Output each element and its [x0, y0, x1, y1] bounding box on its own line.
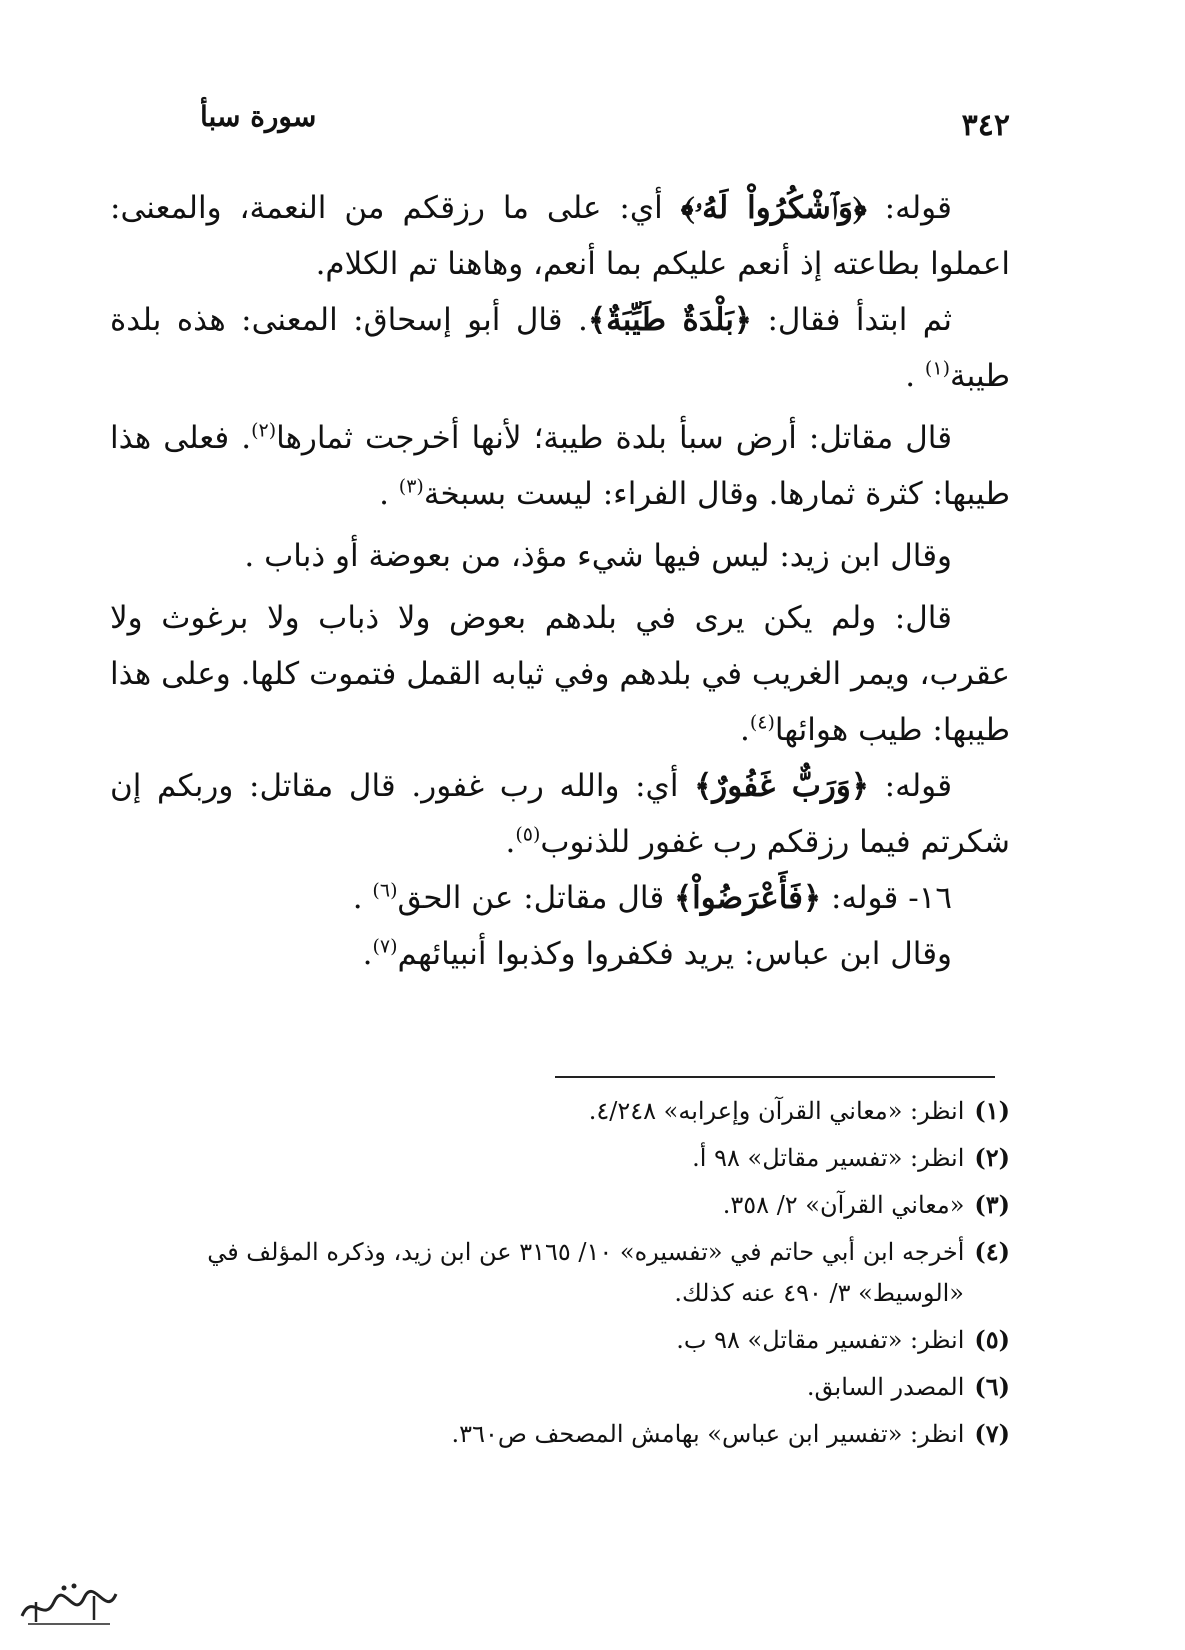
footnote-ref: (٧) — [372, 935, 398, 958]
paragraph-4: وقال ابن زيد: ليس فيها شيء مؤذ، من بعوضة أو ذباب . — [244, 538, 952, 574]
footnote-item: (٢)انظر: «تفسير مقاتل» ٩٨ أ. — [692, 1143, 1010, 1172]
paragraph-5: قال: ولم يكن يرى في بلدهم بعوض ولا ذباب ولا برغوث ولا عقرب، ويمر الغريب في بلدهم وفي ثيابه القمل فتموت كلها. وعلى هذا طيبها: طيب هوائها$^{(٤)}$. — [110, 600, 1010, 748]
page-header — [200, 100, 1010, 150]
quran-quote: ﴿وَٱشْكُرُواْ لَهُۥ﴾ — [680, 190, 867, 226]
footnote-ref: (٦) — [372, 879, 398, 902]
footnote-divider — [555, 1076, 995, 1078]
paragraph-3: قال مقاتل: أرض سبأ بلدة طيبة؛ لأنها أخرجت ثمارها$^{(٢)}$. فعلى هذا طيبها: كثرة ثمارها. وقال الفراء: ليست بسبخة$^{(٣)}$ . — [110, 419, 1010, 512]
footnote-item: (١)انظر: «معاني القرآن وإعرابه» ٤/٢٤٨. — [588, 1096, 1010, 1125]
quran-quote: ﴿فَأَعْرَضُواْ﴾ — [674, 880, 822, 916]
footnote-item: (٥)انظر: «تفسير مقاتل» ٩٨ ب. — [676, 1325, 1010, 1354]
footnote-ref: (٥) — [515, 823, 541, 846]
paragraph-2: ثم ابتدأ فقال: ﴿بَلْدَةٌ طَيِّبَةٌ﴾. قال أبو إسحاق: المعنى: هذه بلدة طيبة$^{(١)}$ . — [110, 302, 1010, 394]
footnote-ref: (١) — [924, 357, 950, 380]
main-text — [110, 180, 1010, 982]
footnote-ref: (٣) — [398, 475, 424, 498]
paragraph-6: قوله: ﴿وَرَبٌّ غَفُورٌ﴾ أي: والله رب غفور. قال مقاتل: وربكم إن شكرتم فيما رزقكم رب غفور للذنوب$^{(٥)}$. — [110, 768, 1010, 860]
publisher-logo-icon — [14, 1572, 124, 1636]
paragraph-8: وقال ابن عباس: يريد فكفروا وكذبوا أنبيائهم$^{(٧)}$. — [362, 935, 952, 972]
page-number: ٣٤٢ — [961, 108, 1010, 143]
footnote-item: (٣)«معاني القرآن» ٢/ ٣٥٨. — [722, 1190, 1010, 1219]
footnote-ref: (٢) — [251, 419, 277, 442]
footnotes — [110, 1090, 1010, 1460]
quran-quote: ﴿بَلْدَةٌ طَيِّبَةٌ﴾ — [587, 302, 753, 338]
quran-quote: ﴿وَرَبٌّ غَفُورٌ﴾ — [694, 768, 870, 804]
footnote-item: (٤)أخرجه ابن أبي حاتم في «تفسيره» ١٠/ ٣١٦٥ عن ابن زيد، وذكره المؤلف في «الوسيط» ٣/ ٤٩٠ عنه كذلك. — [207, 1237, 1010, 1307]
footnote-item: (٦)المصدر السابق. — [806, 1372, 1010, 1401]
footnote-item: (٧)انظر: «تفسير ابن عباس» بهامش المصحف ص٣٦٠. — [451, 1419, 1010, 1448]
paragraph-7: ١٦- قوله: ﴿فَأَعْرَضُواْ﴾ قال مقاتل: عن الحق$^{(٦)}$ . — [352, 879, 952, 916]
surah-title: سورة سبأ — [200, 100, 317, 133]
footnote-ref: (٤) — [749, 711, 775, 734]
paragraph-1: قوله: ﴿وَٱشْكُرُواْ لَهُۥ﴾ أي: على ما رزقكم من النعمة، والمعنى: اعملوا بطاعته إذ أنعم عليكم بما أنعم، وهاهنا تم الكلام. — [110, 190, 1010, 282]
